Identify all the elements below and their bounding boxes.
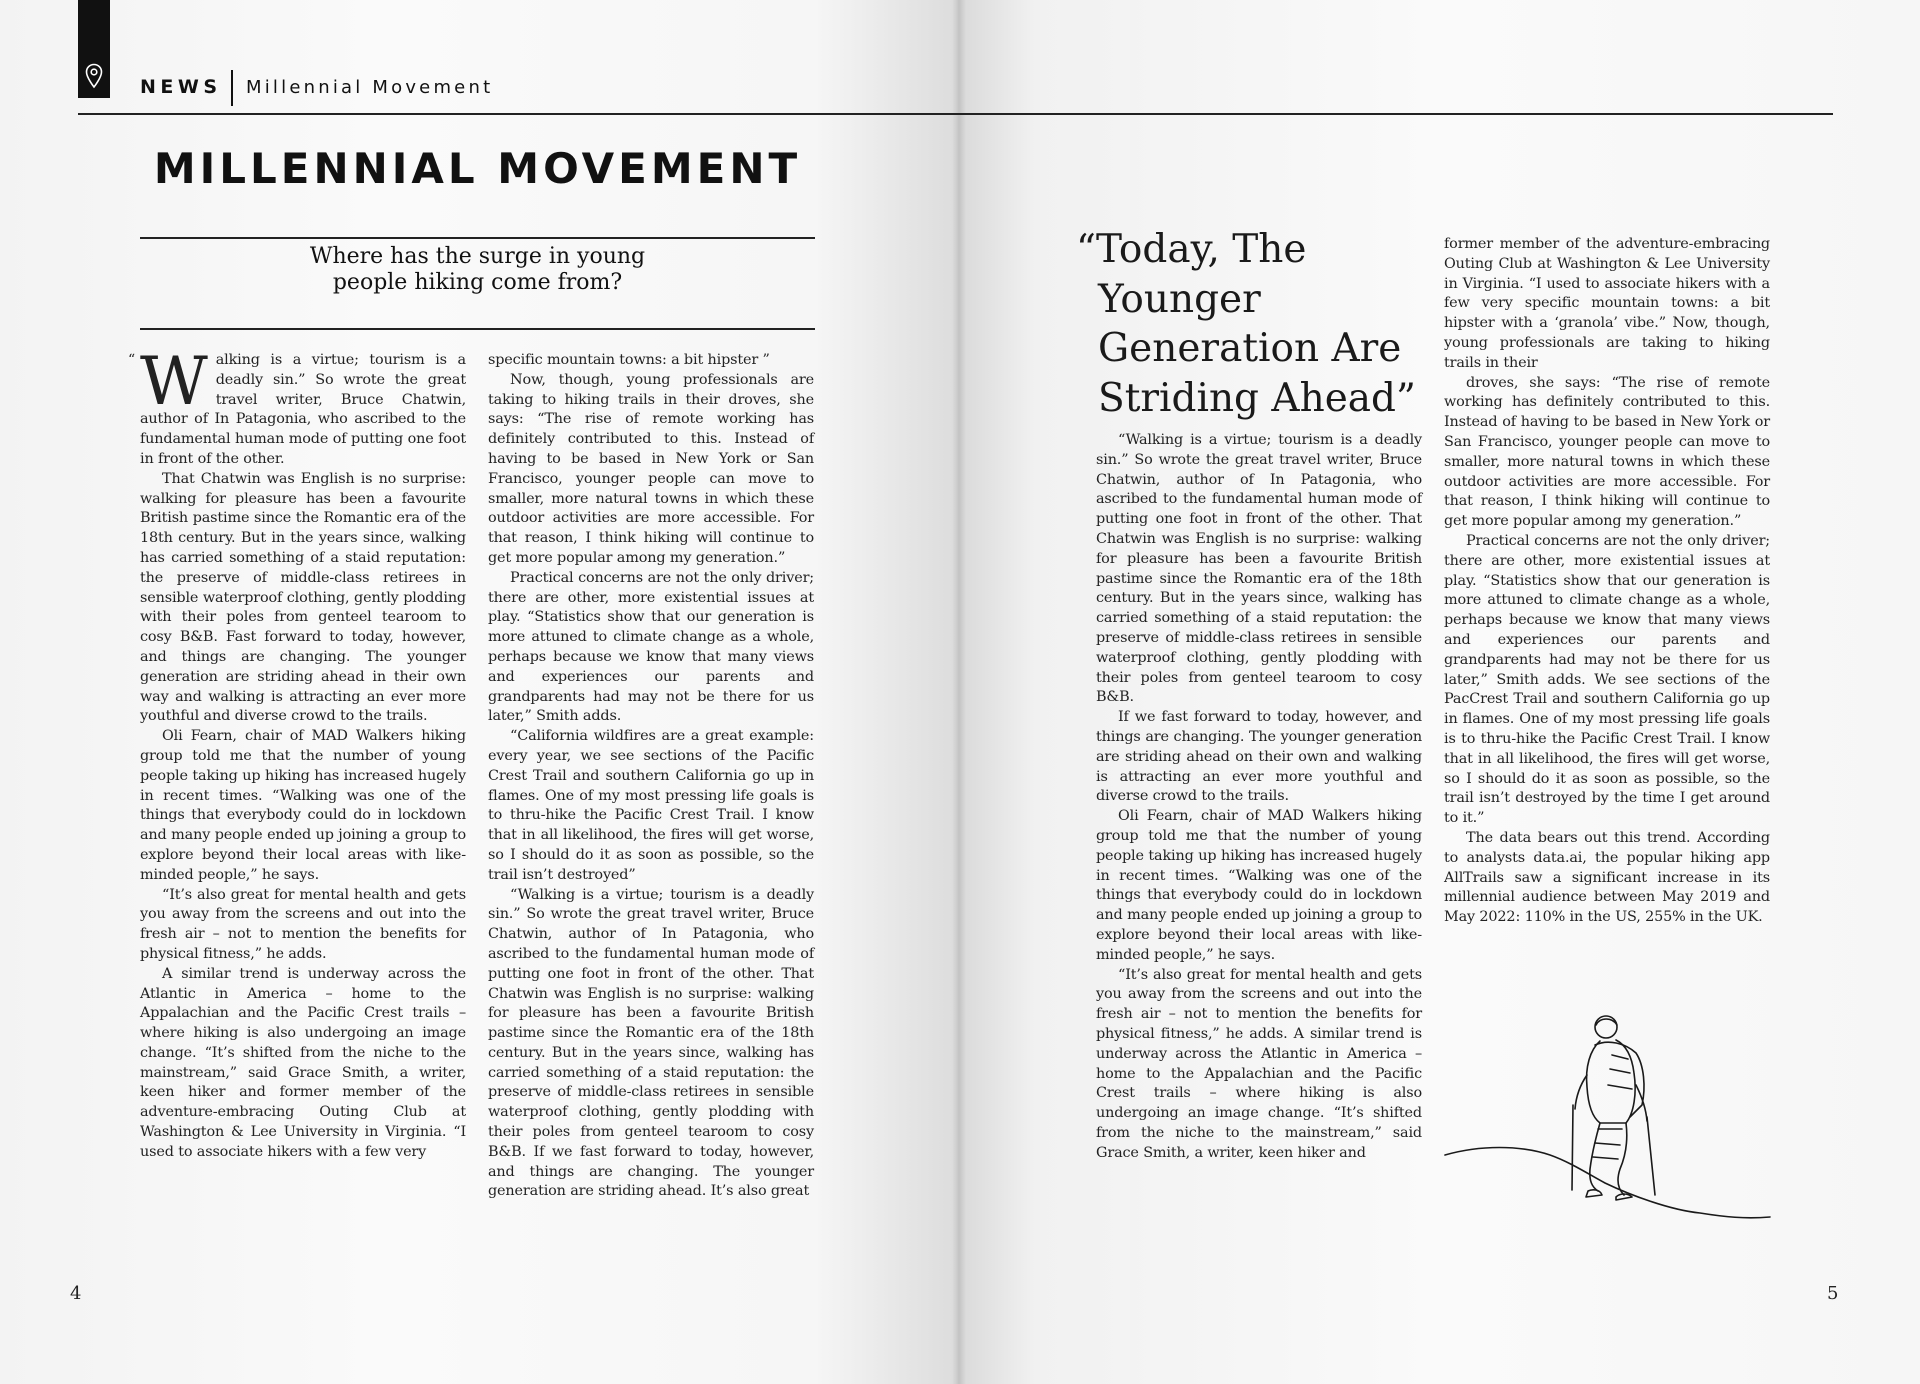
paragraph: The data bears out this trend. According to analysts data.ai, the popular hiking app AllTrails saw a significant increase in its millennial audience between May 2019 and May 2022: 110% in the US, 255% in the UK. xyxy=(1444,829,1770,926)
paragraph: A similar trend is underway across the Atlantic in America – home to the Appalachian and the Pacific Crest trails – where hiking is also undergoing an image change. “It’s shifted from the niche to the mainstream,” said Grace Smith, a writer, keen hiker and former member of the adventure-embracing Outing Club at Washington & Lee University in Virginia. “I used to associate hikers with a few very xyxy=(140,965,466,1160)
header-section-label: NEWS xyxy=(140,76,222,98)
title-rule-bottom xyxy=(140,328,815,330)
page-gutter xyxy=(952,0,966,1384)
header-topic-label: Millennial Movement xyxy=(246,77,494,98)
paragraph: “California wildfires are a great example: every year, we see sections of the Pacific Crest Trail and southern California go up in flames. One of my most pressing life goals is to thru-hike the Pacific Crest Trail. I know that in all likelihood, the fires will get worse, so I should do it as soon as possible, so the trail isn’t destroyed” xyxy=(488,728,814,883)
page-number-right: 5 xyxy=(1827,1283,1839,1304)
paragraph: Oli Fearn, chair of MAD Walkers hiking group told me that the number of young people taking up hiking has increased hugely in recent times. “Walking was one of the things that everybody could do in lockdown and many people ended up joining a group to explore beyond their local areas with like-minded people,” he says. xyxy=(1096,808,1422,963)
paragraph: “Walking is a virtue; tourism is a deadly sin.” So wrote the great travel writer, Bruce Chatwin, author of In Patagonia, who ascribed to the fundamental human mode of putting one foot in front of the other. That Chatwin was English is no surprise: walking for pleasure has been a favourite British pastime since the Romantic era of the 18th century. But in the years since, walking has carried something of a staid reputation: the preserve of middle-class retirees in sensible waterproof clothing, gently plodding with their poles from genteel tearoom to cosy B&B. If we fast forward to today, however, and things are changing. The younger generation are striding ahead. It’s also great xyxy=(488,886,814,1200)
paragraph xyxy=(140,343,466,470)
page-number-left: 4 xyxy=(70,1283,82,1304)
paragraph: That Chatwin was English is no surprise: walking for pleasure has been a favourite British pastime since the Romantic era of the 18th century. But in the years since, walking has carried something of a staid reputation: the preserve of middle-class retirees in sensible waterproof clothing, gently plodding with their poles from genteel tearoom to cosy B&B. Fast forward to today, however, and things are changing. The younger generation are striding ahead in their own way and walking is attracting an ever more youthful and diverse crowd to the trails. xyxy=(140,470,466,725)
article-column-1 xyxy=(140,343,466,1163)
paragraph: Practical concerns are not the only driver; there are other, more existential issues at play. “Statistics show that our generation is more attuned to climate change as a whole, perhaps because we know that many views and experiences our parents and grandparents had may not be there for us later,” Smith adds. We see sections of the PacCrest Trail and southern California go up in flames. One of my most pressing life goals is to thru-hike the Pacific Crest Trail. I know that in all likelihood, the fires will get worse, so I should do it as soon as possible, so the trail isn’t destroyed by the time I get around to it.” xyxy=(1444,532,1770,827)
location-pin-icon xyxy=(85,63,103,89)
paragraph: specific mountain towns: a bit hipster ” xyxy=(488,352,770,368)
hiker-line-art-icon xyxy=(1440,1005,1775,1230)
article-title: MILLENNIAL MOVEMENT xyxy=(153,144,802,193)
header-rule xyxy=(78,113,1833,115)
article-column-2 xyxy=(488,351,814,1202)
paragraph: If we fast forward to today, however, and things are changing. The younger generation are striding ahead on their own and walking is attracting an ever more youthful and diverse crowd to the trails. xyxy=(1096,709,1422,805)
paragraph: “It’s also great for mental health and gets you away from the screens and out into the fresh air – not to mention the benefits for physical fitness,” he adds. A similar trend is underway across the Atlantic in America – home to the Appalachian and the Pacific Crest trails – where hiking is also undergoing an image change. “It’s shifted from the niche to the mainstream,” said Grace Smith, a writer, keen hiker and xyxy=(1096,966,1422,1161)
paragraph: “It’s also great for mental health and gets you away from the screens and out into the fresh air – not to mention the benefits for physical fitness,” he adds. xyxy=(140,886,466,962)
section-tab-marker xyxy=(78,0,110,98)
paragraph: former member of the adventure-embracing Outing Club at Washington & Lee University in Virginia. “I used to associate hikers with a few very specific mountain towns: a bit hipster with a ‘granola’ vibe.” Now, though, young professionals are taking to hiking trails in their xyxy=(1444,236,1770,371)
paragraph: Now, though, young professionals are taking to hiking trails in their droves, she says: “The rise of remote working has definitely contributed to this. Instead of having to be based in New York or San Francisco, younger people can move to smaller, more natural towns in which these outdoor activities are more accessible. For that reason, I think hiking will continue to get more popular among my generation.” xyxy=(488,371,814,566)
drop-cap: W xyxy=(140,343,208,420)
paragraph-text: alking is a virtue; tourism is a deadly sin.” So wrote the great travel writer, Bruce Chatwin, author of In Patagonia, who ascribed to the fundamental human mode of putting one foot in front of the other. xyxy=(140,352,466,467)
paragraph: Oli Fearn, chair of MAD Walkers hiking group told me that the number of young people taking up hiking has increased hugely in recent times. “Walking was one of the things that everybody could do in lockdown and many people ended up joining a group to explore beyond their local areas with like-minded people,” he says. xyxy=(140,728,466,883)
article-column-3 xyxy=(1096,431,1422,1163)
paragraph: Practical concerns are not the only driver; there are other, more existential issues at play. “Statistics show that our generation is more attuned to climate change as a whole, perhaps because we know that many views and experiences our parents and grandparents had may not be there for us later,” Smith adds. xyxy=(488,569,814,725)
article-subtitle: Where has the surge in young people hiking come from? xyxy=(309,244,646,295)
title-rule-top xyxy=(140,237,815,239)
drop-quote-mark: “ xyxy=(128,352,136,368)
pull-quote: “Today, The Younger Generation Are Striding Ahead” xyxy=(1076,227,1416,421)
header-divider xyxy=(231,70,233,106)
paragraph: droves, she says: “The rise of remote working has definitely contributed to this. Instead of having to be based in New York or San Francisco, younger people can move to smaller, more natural towns in which these outdoor activities are more accessible. For that reason, I think hiking will continue to get more popular among my generation.” xyxy=(1444,374,1770,530)
article-column-4 xyxy=(1444,235,1770,928)
paragraph: “Walking is a virtue; tourism is a deadly sin.” So wrote the great travel writer, Bruce Chatwin, author of In Patagonia, who ascribed to the fundamental human mode of putting one foot in front of the other. That Chatwin was English is no surprise: walking for pleasure has been a favourite British pastime since the Romantic era of the 18th century. But in the years since, walking has carried something of a staid reputation: the preserve of middle-class retirees in sensible waterproof clothing, gently plodding with their poles from genteel tearoom to cosy B&B. xyxy=(1096,432,1422,706)
